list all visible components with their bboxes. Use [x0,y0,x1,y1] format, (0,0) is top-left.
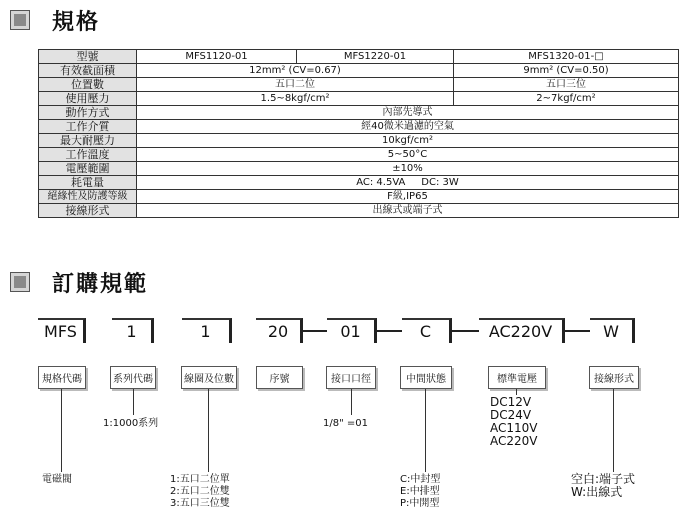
row-label: 絕緣性及防護等級 [39,190,137,204]
list-item: 空白:端子式 [571,472,636,486]
list-item: DC24V [490,408,532,422]
list-item: C:中封型 [400,474,441,485]
connector-line [208,389,209,472]
spec-table [38,49,679,218]
list-item: E:中排型 [400,486,440,497]
table-cell: AC: 4.5VA DC: 3W [137,176,679,190]
row-label: 電壓範圍 [39,162,137,176]
table-row [39,106,679,120]
code-serial: 20 [256,318,303,343]
table-row [39,162,679,176]
row-label: 接線形式 [39,204,137,218]
list-item: AC220V [490,434,538,448]
list-item: 3:五口三位雙 [170,498,230,509]
table-cell: MFS1320-01-□ [454,50,679,64]
table-cell: 五口三位 [454,78,679,92]
wiring-box: 接線形式 [589,366,639,389]
table-cell: MFS1120-01 [137,50,297,64]
table-row [39,64,679,78]
order-section-header [10,267,148,297]
table-row [39,134,679,148]
code-voltage: AC220V [479,318,565,343]
connector-line [613,389,614,472]
code-wiring: W [590,318,635,343]
list-item: DC12V [490,395,532,409]
row-label: 有效截面積 [39,64,137,78]
spec-section-title: 規格 [52,9,101,35]
table-row [39,120,679,134]
voltage-options [490,396,538,448]
dash-separator [565,330,590,332]
row-label: 工作溫度 [39,148,137,162]
serial-box: 序號 [256,366,303,389]
table-cell: 內部先導式 [137,106,679,120]
spec-option: 電磁閥 [42,474,72,485]
table-row [39,50,679,64]
row-label: 工作介質 [39,120,137,134]
table-cell: 9mm² (CV=0.50) [454,64,679,78]
series-option: 1:1000系列 [103,418,159,429]
wiring-options [571,473,635,499]
table-row [39,92,679,106]
middle-options [400,474,440,510]
connector-line [425,389,426,472]
spec-section-header [10,5,100,35]
code-series-prefix: MFS [38,318,86,343]
port-option: 1/8" =01 [323,418,368,429]
row-label: 最大耐壓力 [39,134,137,148]
square-bullet-icon [10,10,30,30]
table-cell: ±10% [137,162,679,176]
spec-code-box: 規格代碼 [38,366,86,389]
connector-line [133,389,134,415]
row-label: 耗電量 [39,176,137,190]
row-label: 位置數 [39,78,137,92]
list-item: 1:五口二位單 [170,474,230,485]
square-bullet-icon [10,272,30,292]
table-cell: 1.5~8kgf/cm² [137,92,454,106]
dash-separator [452,330,479,332]
list-item: W:出線式 [571,485,623,499]
code-port: 01 [327,318,377,343]
table-cell: 2~7kgf/cm² [454,92,679,106]
list-item: AC110V [490,421,538,435]
code-middle: C [402,318,452,343]
code-series: 1 [112,318,154,343]
coil-options [170,474,230,510]
port-size-box: 接口口徑 [326,366,376,389]
table-cell: 10kgf/cm² [137,134,679,148]
dash-separator [377,330,402,332]
table-cell: 12mm² (CV=0.67) [137,64,454,78]
code-coil: 1 [182,318,232,343]
row-label: 使用壓力 [39,92,137,106]
middle-state-box: 中間狀態 [400,366,452,389]
coil-position-box: 線圈及位數 [181,366,237,389]
list-item: 2:五口二位雙 [170,486,230,497]
table-row [39,204,679,218]
table-row [39,78,679,92]
row-label: 型號 [39,50,137,64]
voltage-box: 標準電壓 [488,366,546,389]
table-cell: F級,IP65 [137,190,679,204]
connector-line [351,389,352,415]
table-cell: 出線式或端子式 [137,204,679,218]
table-row [39,190,679,204]
row-label: 動作方式 [39,106,137,120]
table-cell: MFS1220-01 [297,50,454,64]
list-item: P:中開型 [400,498,440,509]
table-cell: 5~50°C [137,148,679,162]
table-row [39,148,679,162]
order-section-title: 訂購規範 [52,271,149,297]
dash-separator [303,330,327,332]
series-code-box: 系列代碼 [110,366,156,389]
connector-line [61,389,62,472]
table-cell: 經40微米過濾的空氣 [137,120,679,134]
table-cell: 五口二位 [137,78,454,92]
table-row [39,176,679,190]
